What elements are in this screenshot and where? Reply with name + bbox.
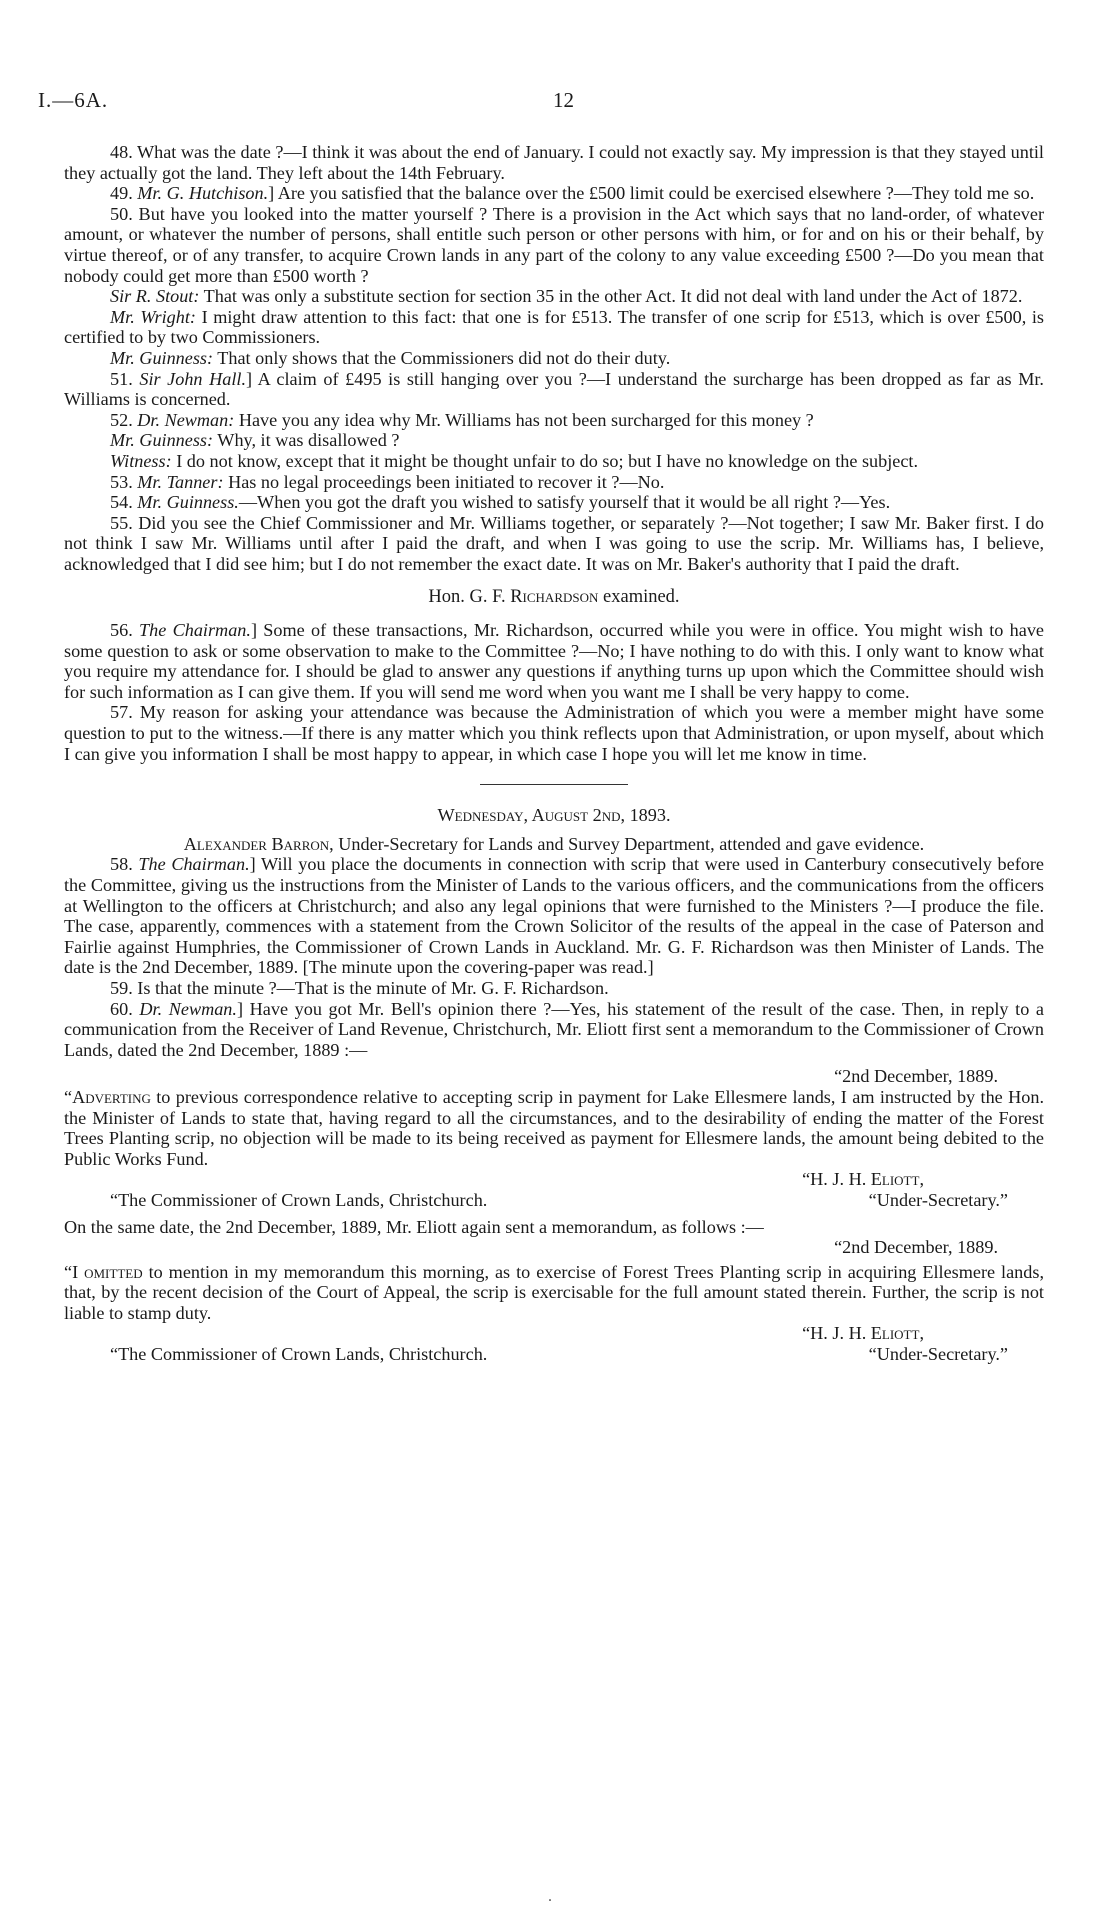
question-55: 55. Did you see the Chief Commissioner and Mr. Williams together, or separately ?—Not together; I saw Mr. Baker first. I do not think I saw Mr. Williams until after I paid the draft, and when I was going to use the scrip. Mr. Williams has, I believe, acknowledged that I did see him; but I do not remember the exact date. It was on Mr. Baker's authority that I paid the draft.	[64, 512, 1044, 574]
memo-signature	[64, 1169, 1044, 1190]
question-60	[64, 999, 1044, 1061]
remark-text: I do not know, except that it might be thought unfair to do so; but I have no knowledge on the subject.	[171, 450, 919, 471]
remark-text: I might draw attention to this fact: that one is for £513. The transfer of one scrip for £513, which is over £500, is certified to by two Commissioners.	[64, 306, 1044, 348]
memo-addressee: “The Commissioner of Crown Lands, Christchurch.	[110, 1189, 488, 1210]
witness-name: Richardson	[510, 587, 599, 608]
question-number: 54.	[110, 492, 138, 513]
witness-name: Alexander Barron	[183, 833, 330, 854]
paper-code: I.—6A.	[38, 88, 109, 112]
question-number: 49.	[110, 183, 138, 204]
question-54	[64, 492, 1044, 513]
speaker-name: Mr. Guinness.	[137, 492, 239, 513]
section-heading-richardson	[64, 587, 1044, 608]
question-text: ] Are you satisfied that the balance over the £500 limit could be exercised elsewhere ?—They told me so.	[268, 183, 1035, 204]
speaker-name: The Chairman.	[139, 620, 251, 641]
memo-text: to mention in my memorandum this morning, as to exercise of Forest Trees Planting scrip in acquiring Ellesmere lands, that, by the recent decision of the Court of Appeal, the scrip is exercisable for the full amount stated therein. Further, the scrip is not liable to stamp duty.	[64, 1261, 1044, 1323]
question-text: —When you got the draft you wished to satisfy yourself that it would be all right ?—Yes.	[238, 492, 891, 513]
speaker-name: Sir R. Stout:	[110, 286, 200, 307]
heading-text: Hon. G. F.	[428, 587, 511, 608]
question-number: 52.	[110, 409, 138, 430]
question-text: ] Have you got Mr. Bell's opinion there ?—Yes, his statement of the result of the case. Then, in reply to a communication from the Receiver of Land Revenue, Christchurch, Mr. Eliott first sent a memorandum to the Commissioner of Crown Lands, dated the 2nd December, 1889 :—	[64, 998, 1045, 1060]
question-52	[64, 410, 1044, 431]
question-number: 58.	[110, 854, 139, 875]
signatory-name: “H. J. H. Eliott,	[802, 1323, 924, 1344]
speaker-name: Mr. G. Hutchison.	[137, 183, 269, 204]
signatory-name: “H. J. H. Eliott,	[802, 1169, 924, 1190]
memo-addressee: “The Commissioner of Crown Lands, Christchurch.	[110, 1344, 488, 1365]
question-text: ] Some of these transactions, Mr. Richardson, occurred while you were in office. You might wish to have some question to ask or some observation to make to the Committee ?—No; I have nothing to do with this. I only want to know what you require my attendance for. I should be glad to answer any questions if anything turns up upon which the Committee should wish for such information as I can give them. If you will send me word when you want me I shall be very happy to come.	[64, 620, 1045, 702]
question-57: 57. My reason for asking your attendance was because the Administration of which you were a member might have some question to put to the witness.—If there is any matter which you think reflects upon that Administration, or upon myself, about which I can give you information I shall be most happy to appear, in which case I hope you will let me know in time.	[64, 702, 1044, 764]
witness-attendance	[64, 834, 1044, 855]
narrative-text: On the same date, the 2nd December, 1889, Mr. Eliott again sent a memorandum, as follows :—	[64, 1216, 764, 1237]
heading-text: examined.	[598, 587, 680, 608]
question-49	[64, 183, 1044, 204]
memo-date: “2nd December, 1889.	[834, 1237, 998, 1258]
memo-addressee-row	[64, 1190, 1044, 1211]
speaker-name: Mr. Guinness:	[110, 347, 214, 368]
speaker-name: The Chairman.	[138, 854, 250, 875]
speaker-name: Dr. Newman:	[137, 409, 235, 430]
attendance-text: , Under-Secretary for Lands and Survey Department, attended and gave evidence.	[329, 833, 925, 854]
question-text: ] Will you place the documents in connection with scrip that were used in Canterbury consecutively before the Committee, giving us the instructions from the Minister of Lands to the various officers, and the communications from the officers at Wellington to the officers at Christchurch; and also any legal opinions that were furnished to the Ministers ?—I produce the file. The case, apparently, commences with a statement from the Crown Solicitor of the results of the appeal in the case of Paterson and Fairlie against Humphries, the Commissioner of Crown Lands in Auckland. Mr. G. F. Richardson was then Minister of Lands. The date is the 2nd December, 1889. [The minute upon the covering-paper was read.]	[64, 854, 1044, 978]
memo-addressee-row	[64, 1344, 1044, 1365]
remark-wright	[64, 307, 1044, 348]
remark-text: That only shows that the Commissioners did not do their duty.	[213, 347, 671, 368]
question-text: Has no legal proceedings been initiated to recover it ?—No.	[223, 471, 665, 492]
question-number: 60.	[110, 998, 140, 1019]
speaker-name: Witness:	[110, 450, 172, 471]
memo-date: “2nd December, 1889.	[834, 1066, 998, 1087]
signatory-title: “Under-Secretary.”	[868, 1189, 1008, 1210]
question-59: 59. Is that the minute ?—That is the minute of Mr. G. F. Richardson.	[110, 977, 609, 998]
sitting-date-heading: Wednesday, August 2nd, 1893.	[437, 805, 671, 826]
remark-guinness	[64, 348, 1044, 369]
page-number: 12	[553, 88, 574, 112]
question-53	[64, 472, 1044, 493]
page-header	[38, 88, 1054, 118]
speaker-name: Sir John Hall.	[139, 368, 247, 389]
remark-witness	[64, 451, 1044, 472]
question-48: 48. What was the date ?—I think it was about the end of January. I could not exactly say. My impression is that they stayed until they actually got the land. They left about the 14th February.	[64, 142, 1044, 183]
section-divider	[480, 784, 628, 785]
speaker-name: Mr. Guinness:	[110, 430, 214, 451]
memo-signature	[64, 1323, 1044, 1344]
memo-body	[64, 1087, 1044, 1169]
question-number: 56.	[110, 620, 140, 641]
question-50: 50. But have you looked into the matter yourself ? There is a provision in the Act which says that no land-order, of whatever amount, or whatever the number of persons, shall entitle such person or other persons with him, or for and on his or their behalf, by virtue thereof, or of any transfer, to acquire Crown lands in any part of the colony to any value exceeding £500 ?—Do you mean that nobody could get more than £500 worth ?	[64, 203, 1044, 286]
memo-body	[64, 1262, 1044, 1324]
question-51	[64, 369, 1044, 410]
speaker-name: Dr. Newman.	[139, 998, 237, 1019]
memo-opening: “Adverting	[64, 1086, 151, 1107]
question-58	[64, 854, 1044, 978]
speaker-name: Mr. Tanner:	[137, 471, 224, 492]
memo-opening: “I omitted	[64, 1261, 143, 1282]
remark-guinness	[64, 430, 1044, 451]
page-body	[64, 142, 1044, 1365]
question-56	[64, 620, 1044, 702]
remark-stout	[64, 286, 1044, 307]
remark-text: Why, it was disallowed ?	[213, 430, 400, 451]
memo-text: to previous correspondence relative to accepting scrip in payment for Lake Ellesmere lands, I am instructed by the Hon. the Minister of Lands to state that, having regard to all the circumstances, and to the desirability of ending the matter of the Forest Trees Planting scrip, no objection will be made to its being received as payment for Ellesmere lands, the amount being debited to the Public Works Fund.	[64, 1086, 1044, 1169]
remark-text: That was only a substitute section for section 35 in the other Act. It did not deal with land under the Act of 1872.	[199, 286, 1023, 307]
signatory-title: “Under-Secretary.”	[868, 1344, 1008, 1365]
question-number: 53.	[110, 471, 138, 492]
question-number: 51.	[110, 368, 140, 389]
speaker-name: Mr. Wright:	[110, 306, 196, 327]
question-text: Have you any idea why Mr. Williams has not been surcharged for this money ?	[234, 409, 814, 430]
footer-mark: .	[548, 1888, 552, 1905]
question-text: ] A claim of £495 is still hanging over you ?—I understand the surcharge has been dropped as far as Mr. Williams is concerned.	[64, 368, 1044, 410]
